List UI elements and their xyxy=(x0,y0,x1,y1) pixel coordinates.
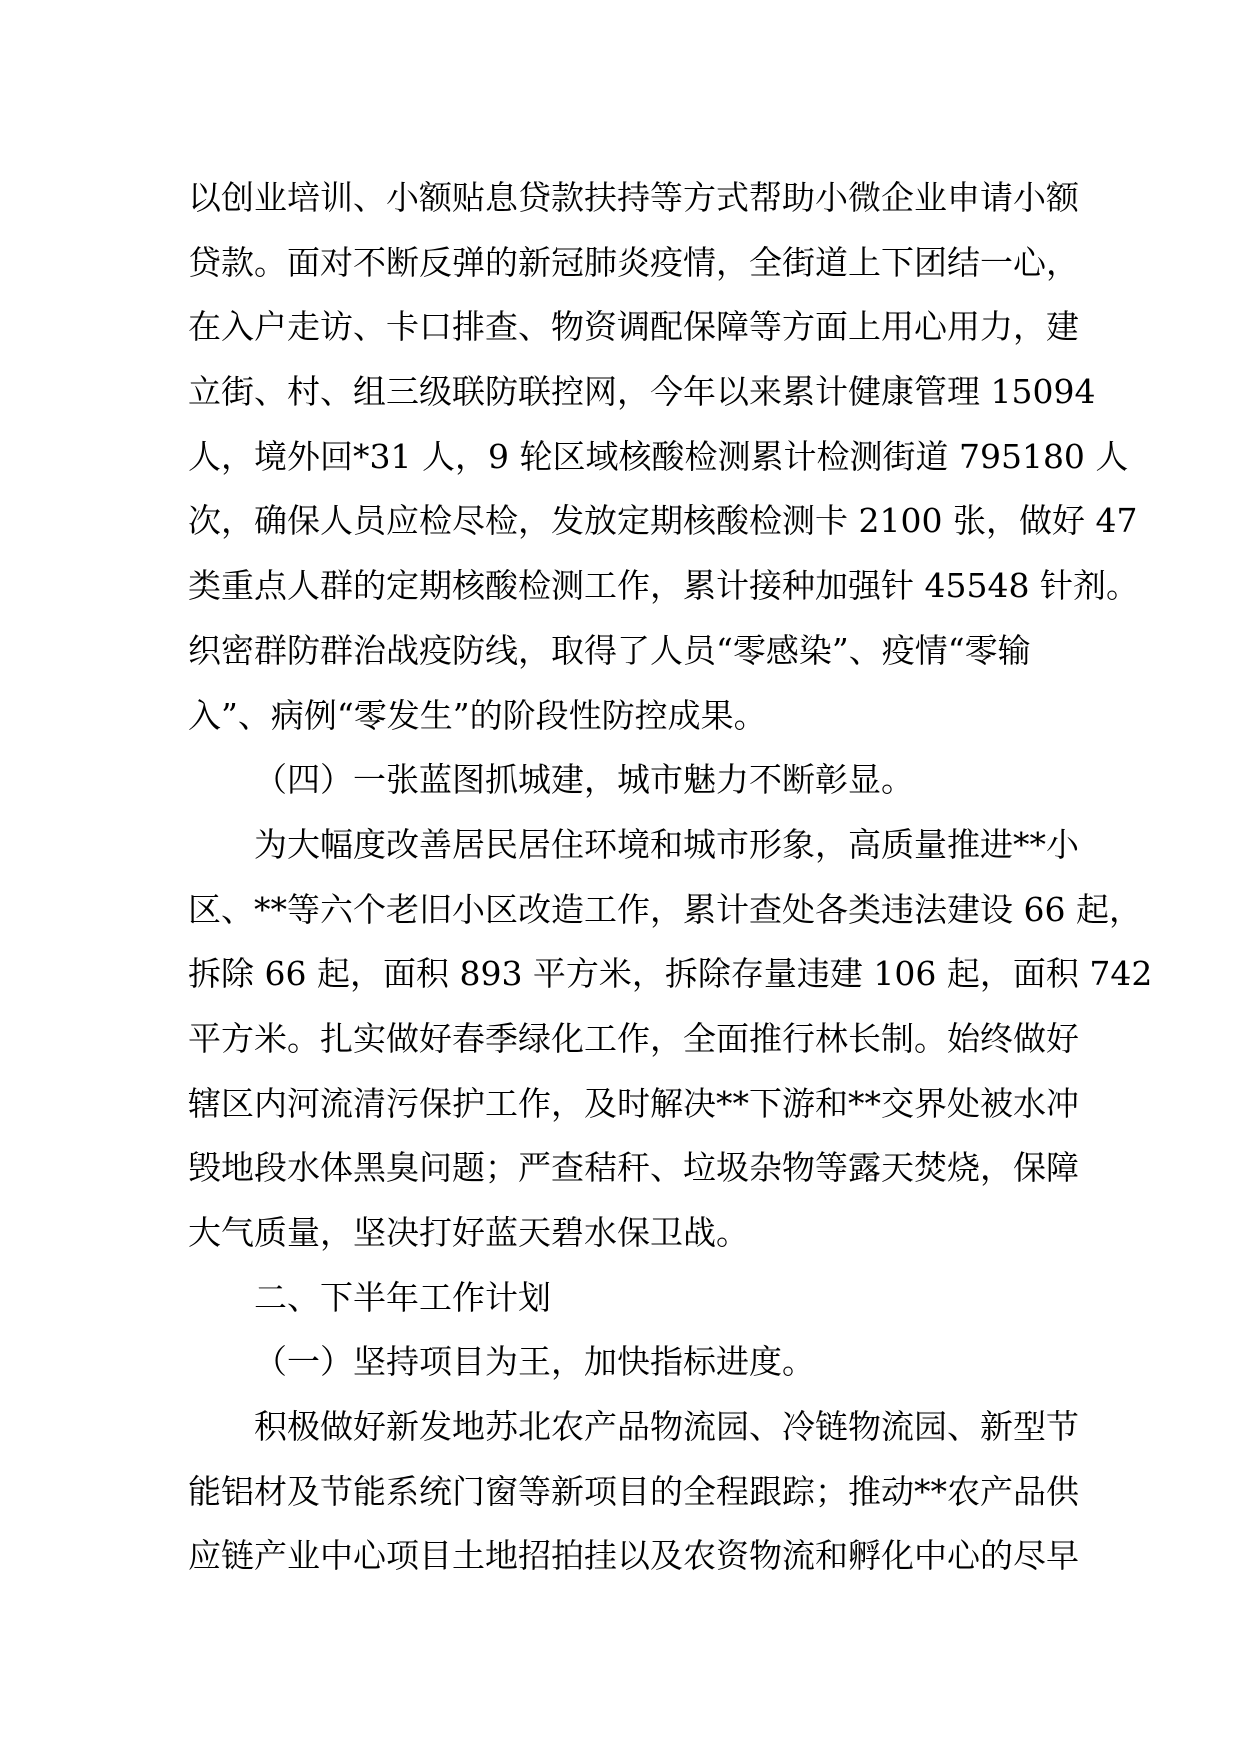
section-heading: 二、下半年工作计划 xyxy=(254,1277,551,1317)
text-line: 以创业培训、小额贴息贷款扶持等方式帮助小微企业申请小额 xyxy=(188,178,1079,217)
text-line: 应链产业中心项目土地招拍挂以及农资物流和孵化中心的尽早 xyxy=(188,1536,1079,1576)
text-line: 次，确保人员应检尽检，发放定期核酸检测卡 2100 张，做好 47 xyxy=(188,501,1138,541)
text-line: 织密群防群治战疫防线，取得了人员“零感染”、疫情“零输 xyxy=(188,630,1031,670)
text-line: 平方米。扎实做好春季绿化工作，全面推行林长制。始终做好 xyxy=(188,1018,1079,1058)
text-line: 入”、病例“零发生”的阶段性防控成果。 xyxy=(188,695,767,735)
subsection-heading: （一）坚持项目为王，加快指标进度。 xyxy=(254,1342,815,1382)
text-line: 大气质量，坚决打好蓝天碧水保卫战。 xyxy=(188,1213,749,1252)
section-heading: （四）一张蓝图抓城建，城市魅力不断彰显。 xyxy=(254,760,914,800)
text-line: 能铝材及节能系统门窗等新项目的全程跟踪；推动**农产品供 xyxy=(188,1471,1079,1511)
text-line: 类重点人群的定期核酸检测工作，累计接种加强针 45548 针剂。 xyxy=(188,566,1139,606)
text-line: 拆除 66 起，面积 893 平方米，拆除存量违建 106 起，面积 742 xyxy=(188,954,1153,994)
text-line: 立街、村、组三级联防联控网，今年以来累计健康管理 15094 xyxy=(188,372,1096,412)
text-line: 毁地段水体黑臭问题；严查秸秆、垃圾杂物等露天焚烧，保障 xyxy=(188,1148,1079,1188)
text-line: 人，境外回*31 人，9 轮区域核酸检测累计检测街道 795180 人 xyxy=(188,436,1129,476)
text-line: 贷款。面对不断反弹的新冠肺炎疫情，全街道上下团结一心， xyxy=(188,242,1079,282)
text-line: 区、**等六个老旧小区改造工作，累计查处各类违法建设 66 起， xyxy=(188,889,1142,929)
document-body xyxy=(188,166,1153,1589)
paragraph-first-line: 为大幅度改善居民居住环境和城市形象，高质量推进**小 xyxy=(254,824,1079,864)
text-line: 辖区内河流清污保护工作，及时解决**下游和**交界处被水冲 xyxy=(188,1083,1079,1123)
text-line: 在入户走访、卡口排查、物资调配保障等方面上用心用力，建 xyxy=(188,307,1079,347)
paragraph-first-line: 积极做好新发地苏北农产品物流园、冷链物流园、新型节 xyxy=(254,1407,1079,1447)
